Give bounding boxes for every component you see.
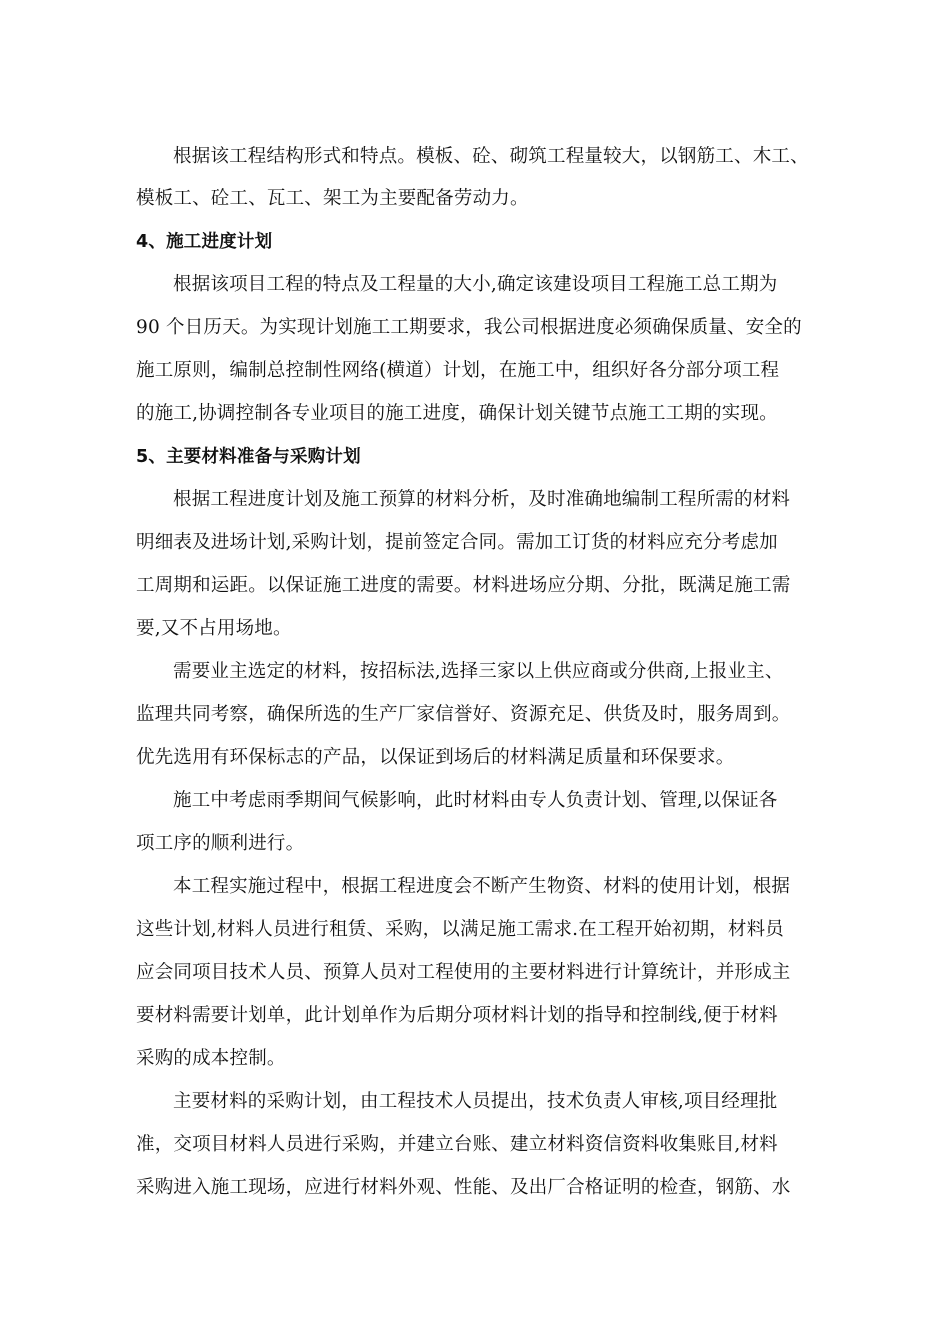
paragraph-line: 根据工程进度计划及施工预算的材料分析，及时准确地编制工程所需的材料 bbox=[173, 489, 791, 510]
paragraph-line: 应会同项目技术人员、预算人员对工程使用的主要材料进行计算统计，并形成主 bbox=[136, 962, 791, 983]
paragraph-line: 明细表及进场计划,采购计划，提前签定合同。需加工订货的材料应充分考虑加 bbox=[136, 532, 778, 553]
paragraph-line: 施工中考虑雨季期间气候影响，此时材料由专人负责计划、管理,以保证各 bbox=[173, 790, 778, 811]
paragraph-line: 项工序的顺利进行。 bbox=[136, 833, 305, 854]
paragraph-line: 模板工、砼工、瓦工、架工为主要配备劳动力。 bbox=[136, 188, 529, 209]
paragraph-line: 本工程实施过程中，根据工程进度会不断产生物资、材料的使用计划，根据 bbox=[173, 876, 791, 897]
paragraph-line: 的施工,协调控制各专业项目的施工进度，确保计划关键节点施工工期的实现。 bbox=[136, 403, 778, 424]
paragraph-line: 准，交项目材料人员进行采购，并建立台账、建立材料资信资料收集账目,材料 bbox=[136, 1134, 778, 1155]
paragraph-line: 采购进入施工现场，应进行材料外观、性能、及出厂合格证明的检查，钢筋、水 bbox=[136, 1177, 791, 1198]
paragraph-line: 需要业主选定的材料，按招标法,选择三家以上供应商或分供商,上报业主、 bbox=[173, 661, 784, 682]
section-heading: 4、施工进度计划 bbox=[136, 232, 273, 252]
paragraph-line: 根据该项目工程的特点及工程量的大小,确定该建设项目工程施工总工期为 bbox=[173, 274, 778, 295]
paragraph-line: 工周期和运距。以保证施工进度的需要。材料进场应分期、分批，既满足施工需 bbox=[136, 575, 791, 596]
paragraph-line: 主要材料的采购计划，由工程技术人员提出，技术负责人审核,项目经理批 bbox=[173, 1091, 778, 1112]
paragraph-line: 90 个日历天。为实现计划施工工期要求，我公司根据进度必须确保质量、安全的 bbox=[136, 317, 802, 338]
paragraph-line: 监理共同考察，确保所选的生产厂家信誉好、资源充足、供货及时，服务周到。 bbox=[136, 704, 791, 725]
paragraph-line: 要材料需要计划单，此计划单作为后期分项材料计划的指导和控制线,便于材料 bbox=[136, 1005, 778, 1026]
section-heading: 5、主要材料准备与采购计划 bbox=[136, 447, 361, 467]
paragraph-line: 要,又不占用场地。 bbox=[136, 618, 292, 639]
paragraph-line: 采购的成本控制。 bbox=[136, 1048, 286, 1069]
paragraph-line: 根据该工程结构形式和特点。模板、砼、砌筑工程量较大，以钢筋工、木工、 bbox=[173, 146, 809, 167]
paragraph-line: 这些计划,材料人员进行租赁、采购，以满足施工需求.在工程开始初期，材料员 bbox=[136, 919, 784, 940]
paragraph-line: 施工原则，编制总控制性网络(横道）计划，在施工中，组织好各分部分项工程 bbox=[136, 360, 780, 381]
paragraph-line: 优先选用有环保标志的产品，以保证到场后的材料满足质量和环保要求。 bbox=[136, 747, 735, 768]
